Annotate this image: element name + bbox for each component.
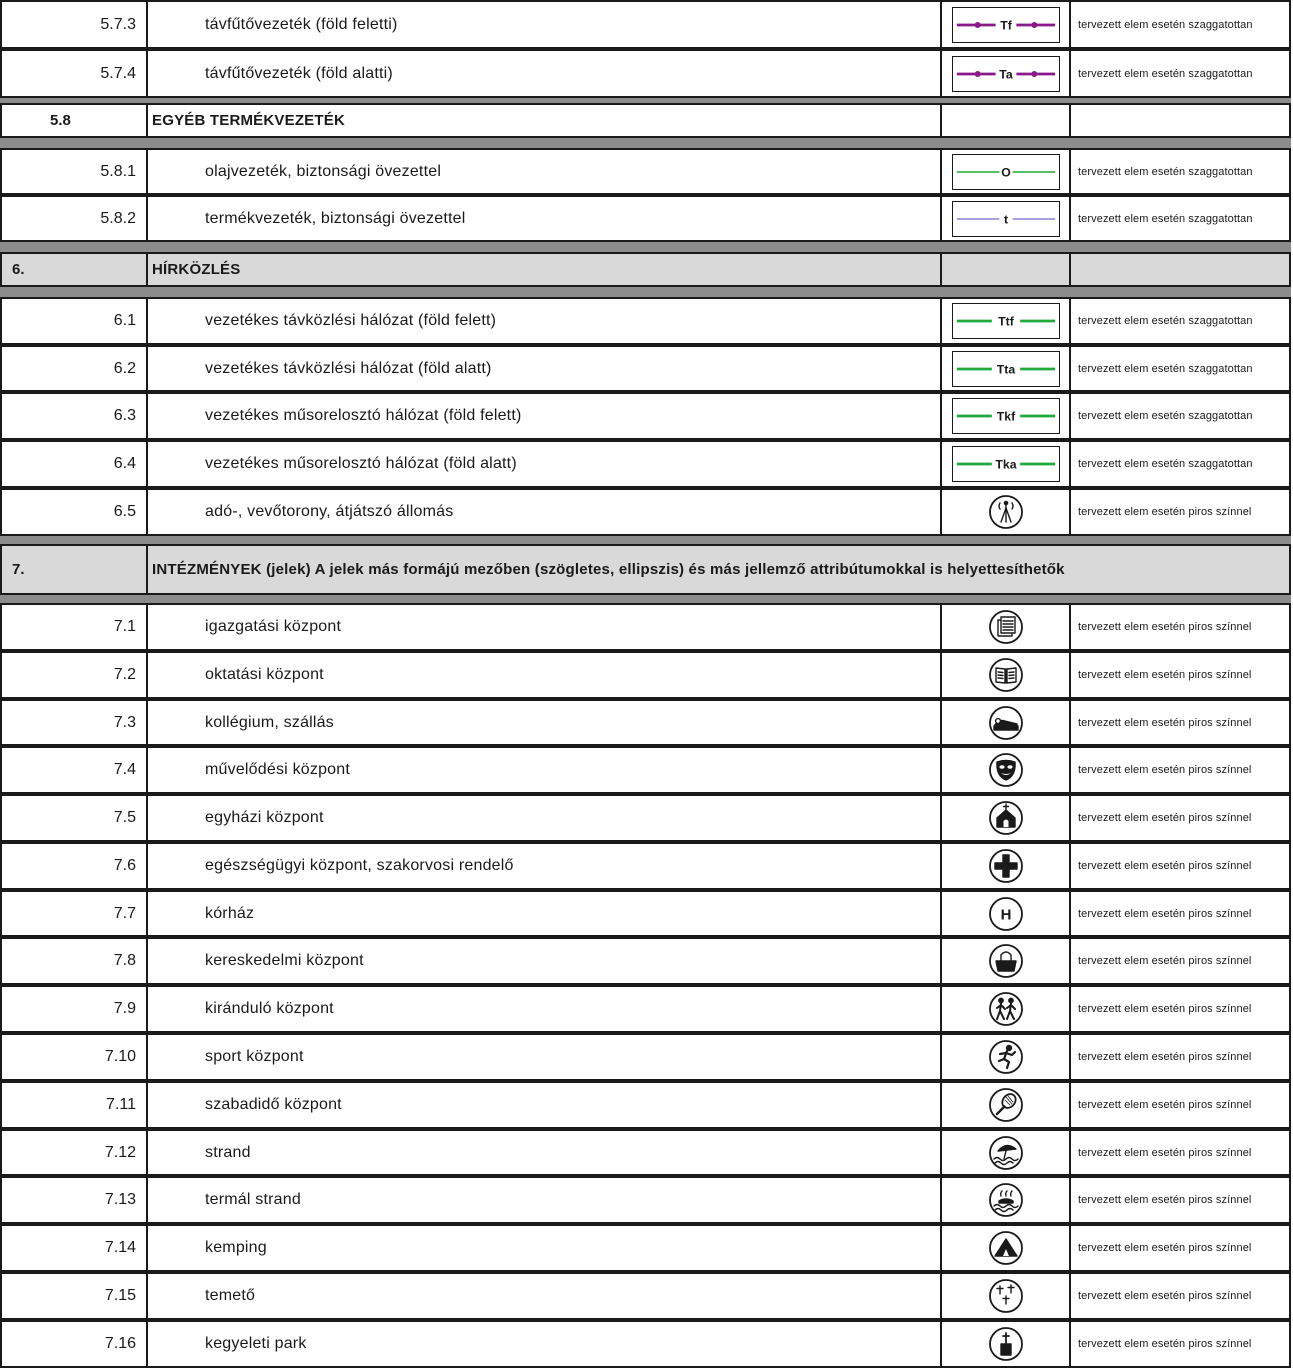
symbol-cell xyxy=(942,254,1071,285)
legend-row xyxy=(0,937,1291,985)
line-symbol-tta xyxy=(952,351,1060,387)
item-number: 7.1 xyxy=(2,605,148,649)
item-label: vezetékes műsorelosztó hálózat (föld felett) xyxy=(148,394,942,438)
legend-row xyxy=(0,1176,1291,1224)
note-cell: tervezett elem esetén szaggatottan xyxy=(1078,362,1253,375)
cemetery-icon xyxy=(988,1278,1024,1314)
symbol-code: Tta xyxy=(996,361,1015,376)
symbol-cell xyxy=(942,394,1071,438)
note-cell: tervezett elem esetén szaggatottan xyxy=(1078,410,1253,422)
symbol-cell xyxy=(942,1131,1071,1174)
document-icon xyxy=(988,609,1024,645)
legend-row xyxy=(0,842,1291,890)
section-number: 5.8 xyxy=(2,105,148,136)
item-label: szabadidő központ xyxy=(148,1083,942,1127)
item-number: 7.16 xyxy=(2,1322,148,1366)
item-number: 7.7 xyxy=(2,892,148,935)
item-number: 6.3 xyxy=(2,394,148,438)
item-number: 6.4 xyxy=(2,442,148,486)
note-cell: tervezett elem esetén szaggatottan xyxy=(1078,458,1253,470)
legend-row xyxy=(0,345,1291,392)
item-label: kereskedelmi központ xyxy=(148,939,942,983)
book-icon xyxy=(988,657,1024,693)
church-icon xyxy=(988,800,1024,836)
symbol-cell xyxy=(942,1083,1071,1127)
symbol-cell xyxy=(942,939,1071,983)
note-cell: tervezett elem esetén piros színnel xyxy=(1078,1003,1252,1015)
medical-cross-icon xyxy=(988,848,1024,884)
note-cell xyxy=(1071,254,1289,285)
legend-row xyxy=(0,488,1291,536)
symbol-code: t xyxy=(1003,211,1008,226)
section-header-row xyxy=(0,103,1291,138)
line-symbol-t xyxy=(952,201,1060,237)
symbol-code: O xyxy=(1000,164,1011,179)
section-separator xyxy=(0,287,1291,297)
symbol-cell xyxy=(942,1178,1071,1222)
hikers-icon xyxy=(988,991,1024,1027)
legend-row xyxy=(0,297,1291,345)
symbol-cell xyxy=(942,987,1071,1031)
legend-row xyxy=(0,890,1291,937)
symbol-cell xyxy=(942,105,1071,136)
legend-row xyxy=(0,1272,1291,1320)
symbol-cell xyxy=(942,748,1071,792)
legend-row xyxy=(0,1129,1291,1176)
item-label: termál strand xyxy=(148,1178,942,1222)
line-symbol-tkf xyxy=(952,398,1060,434)
item-number: 7.14 xyxy=(2,1226,148,1270)
item-number: 7.4 xyxy=(2,748,148,792)
item-number: 7.13 xyxy=(2,1178,148,1222)
symbol-cell xyxy=(942,796,1071,840)
shopping-basket-icon xyxy=(988,943,1024,979)
symbol-code: Tka xyxy=(994,457,1017,472)
symbol-cell xyxy=(942,844,1071,888)
note-cell: tervezett elem esetén szaggatottan xyxy=(1078,315,1253,327)
svg-text:H: H xyxy=(1000,906,1011,923)
line-symbol-tka xyxy=(952,446,1060,482)
item-number: 7.10 xyxy=(2,1035,148,1079)
item-number: 5.7.4 xyxy=(2,51,148,96)
line-symbol-o xyxy=(952,154,1060,190)
legend-row xyxy=(0,1081,1291,1129)
item-number: 6.1 xyxy=(2,299,148,343)
item-label: távfűtővezeték (föld feletti) xyxy=(148,2,942,47)
symbol-cell xyxy=(942,51,1071,96)
symbol-cell xyxy=(942,1226,1071,1270)
symbol-cell xyxy=(942,1035,1071,1079)
section-header-row xyxy=(0,544,1291,595)
item-label: egyházi központ xyxy=(148,796,942,840)
symbol-code: Ta xyxy=(998,66,1013,81)
item-label: temető xyxy=(148,1274,942,1318)
item-label: igazgatási központ xyxy=(148,605,942,649)
symbol-code: Ttf xyxy=(997,314,1014,329)
item-number: 7.6 xyxy=(2,844,148,888)
legend-row xyxy=(0,1320,1291,1368)
note-cell: tervezett elem esetén piros színnel xyxy=(1078,907,1252,920)
symbol-cell xyxy=(942,347,1071,390)
line-symbol-tf xyxy=(952,7,1060,43)
symbol-code: Tkf xyxy=(996,409,1015,424)
item-label: termékvezeték, biztonsági övezettel xyxy=(148,197,942,240)
item-number: 7.15 xyxy=(2,1274,148,1318)
section-title: HÍRKÖZLÉS xyxy=(148,254,942,285)
symbol-cell xyxy=(942,892,1071,935)
line-symbol-ttf xyxy=(952,303,1060,339)
note-cell: tervezett elem esetén piros színnel xyxy=(1078,1146,1252,1159)
note-cell: tervezett elem esetén piros színnel xyxy=(1078,669,1252,681)
item-label: kórház xyxy=(148,892,942,935)
legend-row xyxy=(0,794,1291,842)
note-cell: tervezett elem esetén piros színnel xyxy=(1078,1338,1252,1350)
item-number: 7.5 xyxy=(2,796,148,840)
item-number: 5.8.2 xyxy=(2,197,148,240)
legend-row xyxy=(0,440,1291,488)
section-separator xyxy=(0,138,1291,148)
section-separator xyxy=(0,536,1291,544)
item-number: 7.12 xyxy=(2,1131,148,1174)
racket-icon xyxy=(988,1087,1024,1123)
symbol-cell xyxy=(942,1322,1071,1366)
section-title: EGYÉB TERMÉKVEZETÉK xyxy=(148,105,942,136)
legend-row xyxy=(0,148,1291,195)
note-cell: tervezett elem esetén piros színnel xyxy=(1078,1099,1252,1111)
item-label: kiránduló központ xyxy=(148,987,942,1031)
legend-row xyxy=(0,0,1291,49)
item-label: vezetékes műsorelosztó hálózat (föld alatt) xyxy=(148,442,942,486)
item-label: oktatási központ xyxy=(148,653,942,697)
note-cell: tervezett elem esetén piros színnel xyxy=(1078,860,1252,872)
legend-row xyxy=(0,392,1291,440)
section-separator xyxy=(0,595,1291,603)
note-cell: tervezett elem esetén szaggatottan xyxy=(1078,212,1253,225)
symbol-code: Tf xyxy=(999,17,1012,32)
note-cell: tervezett elem esetén piros színnel xyxy=(1078,955,1252,967)
legend-row xyxy=(0,1224,1291,1272)
symbol-cell xyxy=(942,442,1071,486)
symbol-cell xyxy=(942,653,1071,697)
runner-icon xyxy=(988,1039,1024,1075)
item-label: vezetékes távközlési hálózat (föld alatt) xyxy=(148,347,942,390)
item-label: adó-, vevőtorony, átjátszó állomás xyxy=(148,490,942,534)
note-cell: tervezett elem esetén piros színnel xyxy=(1078,764,1252,776)
note-cell: tervezett elem esetén piros színnel xyxy=(1078,621,1252,633)
note-cell: tervezett elem esetén piros színnel xyxy=(1078,1194,1252,1206)
note-cell: tervezett elem esetén piros színnel xyxy=(1078,716,1252,729)
section-number: 7. xyxy=(2,546,148,593)
item-label: vezetékes távközlési hálózat (föld felett) xyxy=(148,299,942,343)
legend-row xyxy=(0,746,1291,794)
item-label: sport központ xyxy=(148,1035,942,1079)
thermal-bath-icon xyxy=(988,1182,1024,1218)
legend-row xyxy=(0,651,1291,699)
mask-icon xyxy=(988,752,1024,788)
section-separator xyxy=(0,242,1291,252)
legend-row xyxy=(0,49,1291,98)
bed-icon xyxy=(988,705,1024,741)
note-cell: tervezett elem esetén piros színnel xyxy=(1078,1242,1252,1254)
item-number: 6.5 xyxy=(2,490,148,534)
item-number: 5.7.3 xyxy=(2,2,148,47)
section-number: 6. xyxy=(2,254,148,285)
item-number: 6.2 xyxy=(2,347,148,390)
item-number: 7.2 xyxy=(2,653,148,697)
symbol-cell xyxy=(942,605,1071,649)
note-cell: tervezett elem esetén szaggatottan xyxy=(1078,165,1253,178)
antenna-icon xyxy=(988,494,1024,530)
symbol-cell xyxy=(942,150,1071,193)
legend-row xyxy=(0,699,1291,746)
item-label: távfűtővezeték (föld alatti) xyxy=(148,51,942,96)
symbol-cell xyxy=(942,490,1071,534)
legend-row xyxy=(0,603,1291,651)
legend-row xyxy=(0,985,1291,1033)
section-title: INTÉZMÉNYEK (jelek) A jelek más formájú mezőben (szögletes, ellipszis) és más jellemző attribútumokkal is helyettesíthetők xyxy=(148,546,1289,593)
note-cell: tervezett elem esetén szaggatottan xyxy=(1078,18,1253,31)
symbol-cell xyxy=(942,197,1071,240)
note-cell xyxy=(1071,105,1289,136)
symbol-cell xyxy=(942,1274,1071,1318)
symbol-cell xyxy=(942,299,1071,343)
beach-umbrella-icon xyxy=(988,1135,1024,1171)
item-number: 7.11 xyxy=(2,1083,148,1127)
note-cell: tervezett elem esetén szaggatottan xyxy=(1078,67,1253,80)
memorial-park-icon xyxy=(988,1326,1024,1362)
item-label: kegyeleti park xyxy=(148,1322,942,1366)
item-number: 7.3 xyxy=(2,701,148,744)
note-cell: tervezett elem esetén piros színnel xyxy=(1078,1290,1252,1302)
tent-icon xyxy=(988,1230,1024,1266)
item-label: kollégium, szállás xyxy=(148,701,942,744)
symbol-cell xyxy=(942,2,1071,47)
item-number: 5.8.1 xyxy=(2,150,148,193)
section-header-row xyxy=(0,252,1291,287)
note-cell: tervezett elem esetén piros színnel xyxy=(1078,1051,1252,1063)
line-symbol-ta xyxy=(952,56,1060,92)
note-cell: tervezett elem esetén piros színnel xyxy=(1078,812,1252,824)
note-cell: tervezett elem esetén piros színnel xyxy=(1078,506,1252,518)
item-label: egészségügyi központ, szakorvosi rendelő xyxy=(148,844,942,888)
hospital-icon xyxy=(988,896,1024,932)
item-number: 7.9 xyxy=(2,987,148,1031)
item-label: művelődési központ xyxy=(148,748,942,792)
item-number: 7.8 xyxy=(2,939,148,983)
item-label: kemping xyxy=(148,1226,942,1270)
item-label: strand xyxy=(148,1131,942,1174)
legend-row xyxy=(0,195,1291,242)
symbol-cell xyxy=(942,701,1071,744)
legend-row xyxy=(0,1033,1291,1081)
item-label: olajvezeték, biztonsági övezettel xyxy=(148,150,942,193)
